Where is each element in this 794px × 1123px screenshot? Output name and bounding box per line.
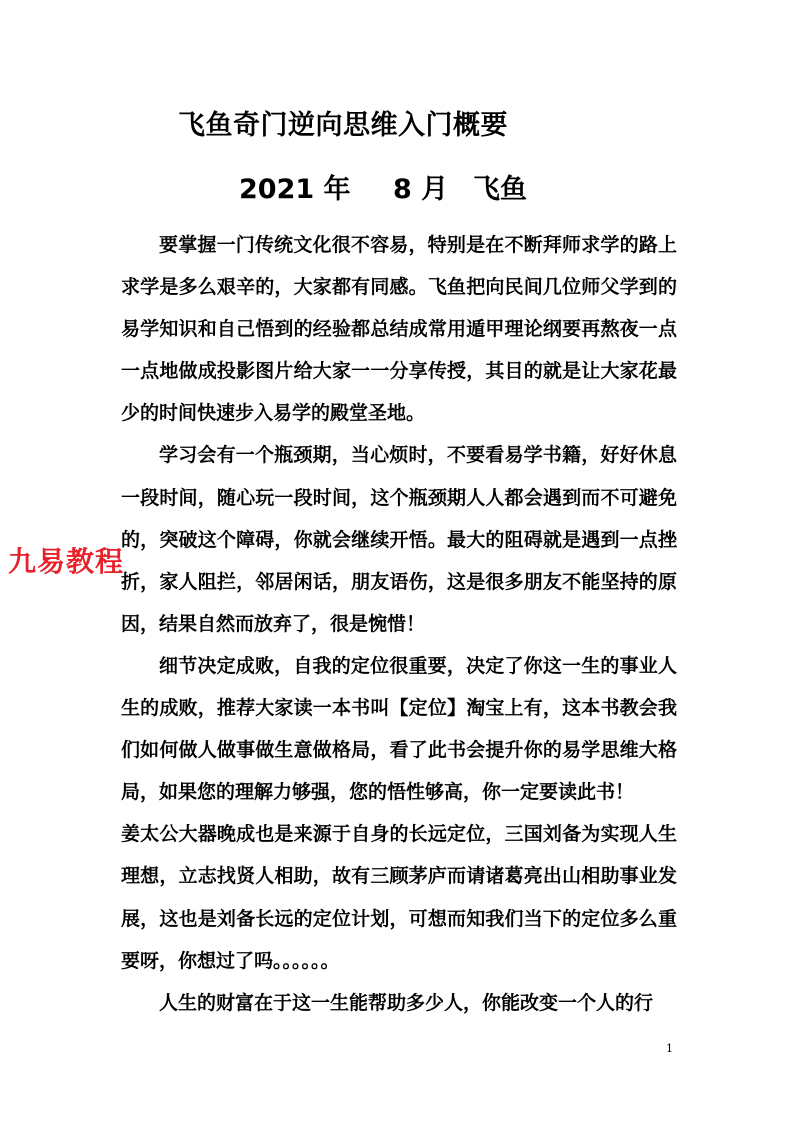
subtitle-author: 飞鱼 xyxy=(473,174,527,205)
paragraph: 要掌握一门传统文化很不容易，特别是在不断拜师求学的路上求学是多么艰辛的，大家都有同感。飞鱼把向民间几位师父学到的易学知识和自己悟到的经验都总结成常用遁甲理论纲要再熬夜一点一点地做成投影图片给大家一一分享传授，其目的就是让大家花最少的时间快速步入易学的殿堂圣地。 xyxy=(121,234,677,425)
paragraph: 人生的财富在于这一生能帮助多少人，你能改变一个人的行 xyxy=(159,991,654,1014)
watermark-text: 九易教程 xyxy=(8,545,125,578)
paragraph: 细节决定成败，自我的定位很重要，决定了你这一生的事业人生的成败，推荐大家读一本书叫【定位】淘宝上有，这本书教会我们如何做人做事做生意做格局，看了此书会提升你的易学思维大格局，如果您的理解力够强，您的悟性够高，你一定要读此书！ xyxy=(121,654,677,804)
page-number: 1 xyxy=(666,1042,673,1055)
paragraph: 学习会有一个瓶颈期，当心烦时，不要看易学书籍，好好休息一段时间，随心玩一段时间，这个瓶颈期人人都会遇到而不可避免的，突破这个障碍，你就会继续开悟。最大的阻碍就是遇到一点挫折，家人阻拦，邻居闲话，朋友语伤，这是很多朋友不能坚持的原因，结果自然而放弃了，很是惋惜！ xyxy=(121,444,677,635)
document-body xyxy=(121,224,677,1024)
paragraph: 姜太公大器晚成也是来源于自身的长远定位，三国刘备为实现人生理想，立志找贤人相助，故有三顾茅庐而请诸葛亮出山相助事业发展，这也是刘备长远的定位计划，可想而知我们当下的定位多么重要呀，你想过了吗。。。。。。 xyxy=(121,823,677,972)
subtitle-month: 8 月 xyxy=(393,174,449,205)
document-title: 飞鱼奇门逆向思维入门概要 xyxy=(178,110,508,141)
subtitle-year: 2021 年 xyxy=(239,174,351,205)
